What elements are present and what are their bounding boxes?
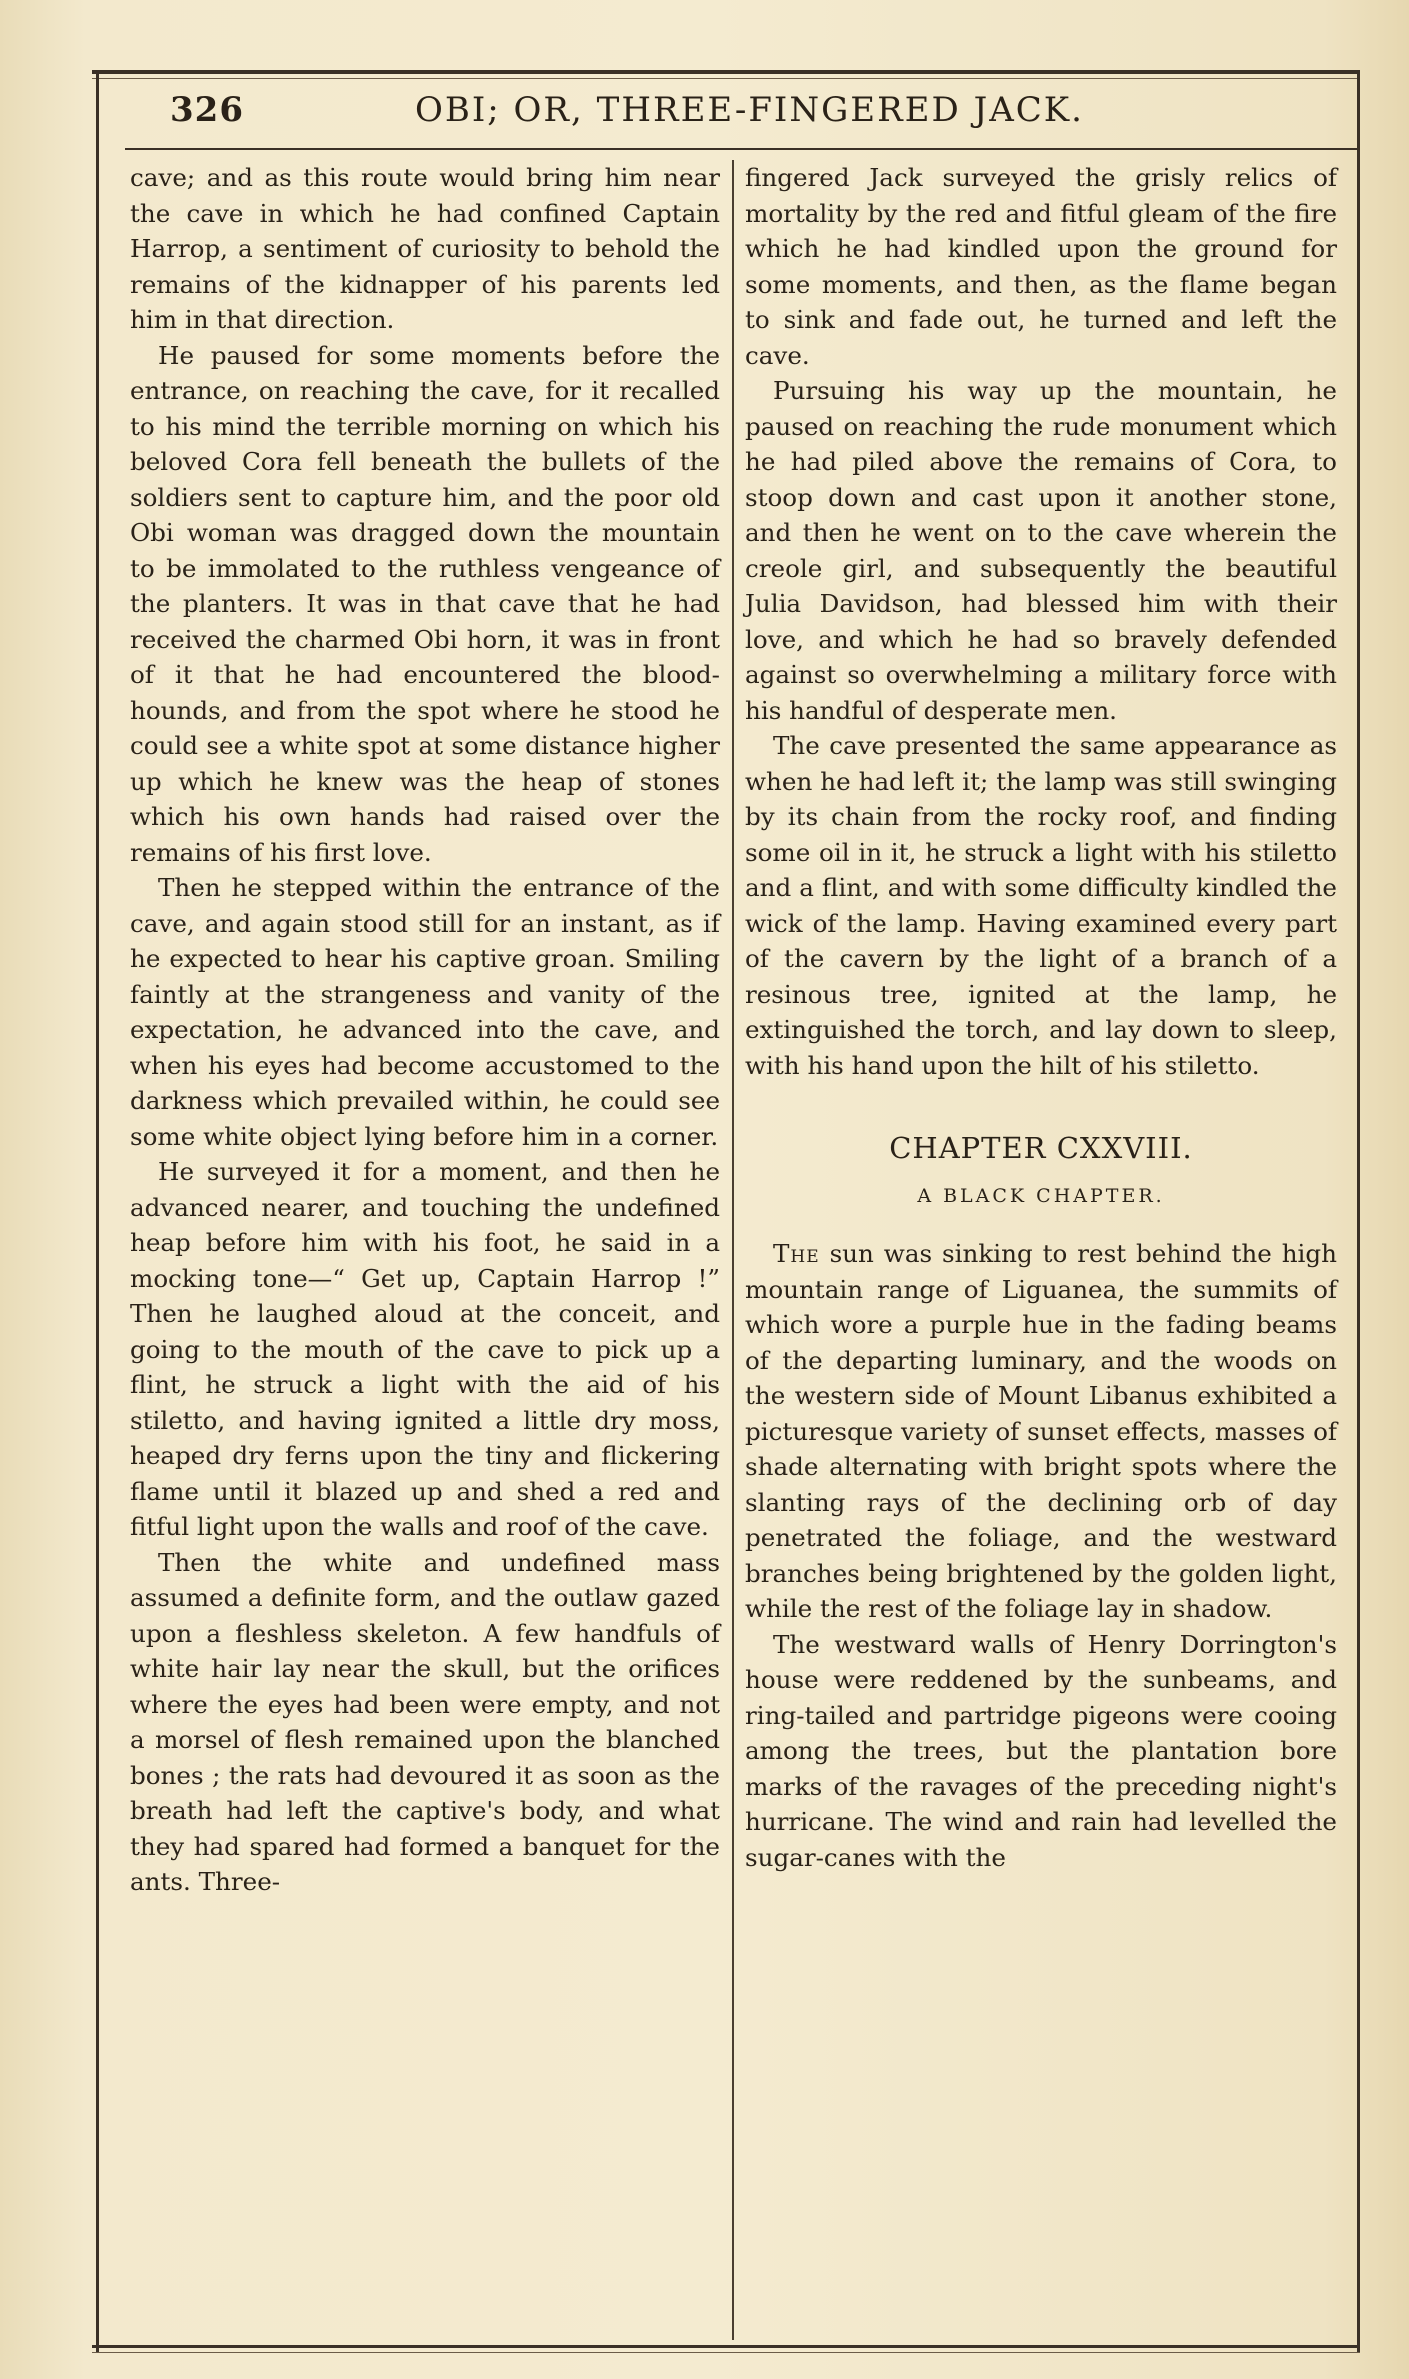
paragraph: He surveyed it for a moment, and then he advanced nearer, and touching the undefined heap before him with his foot, he said in a mocking tone—“ Get up, Captain Harrop !” Then he laughed aloud at the conceit, and going to the mouth of the cave to pick up a flint, he struck a light with the aid of his stiletto, and having ignited a little dry moss, heaped dry ferns upon the tiny and flickering flame until it blazed up and shed a red and fitful light upon the walls and roof of the cave.	[130, 1157, 720, 1541]
chapter-opening-paragraph	[745, 1236, 1337, 1627]
paragraph: Then the white and undefined mass assumed a definite form, and the outlaw gazed upon a fleshless skeleton. A few handfuls of white hair lay near the skull, but the orifices where the eyes had been were empty, and not a morsel of flesh remained upon the blanched bones ; the rats had devoured it as soon as the breath had left the captive's body, and what they had spared had formed a banquet for the ants. Three-	[130, 1547, 720, 1896]
chapter-subtitle: A BLACK CHAPTER.	[917, 1184, 1165, 1207]
paragraph: Then he stepped within the entrance of the cave, and again stood still for an instant, as if he expected to hear his captive groan. Smiling faintly at the strangeness and vanity of the expectation, he advanced into the cave, and when his eyes had become accustomed to the darkness which prevailed within, he could see some white object lying before him in a corner.	[130, 873, 720, 1151]
left-border-rule	[96, 72, 99, 2352]
footer-rule-thin	[92, 2352, 1360, 2353]
running-title: OBI; OR, THREE-FINGERED JACK.	[415, 90, 1084, 130]
paragraph: The cave presented the same appearance as when he had left it; the lamp was still swinging by its chain from the rocky roof, and finding some oil in it, he struck a light with his stiletto and a flint, and with some difficulty kindled the wick of the lamp. Having examined every part of the cavern by the light of a branch of a resinous tree, ignited at the lamp, he extinguished the torch, and lay down to sleep, with his hand upon the hilt of his stiletto.	[745, 731, 1337, 1080]
paragraph: He paused for some moments before the entrance, on reaching the cave, for it recalled to his mind the terrible morning on which his beloved Cora fell beneath the bullets of the soldiers sent to capture him, and the poor old Obi woman was dragged down the mountain to be immolated to the ruthless vengeance of the planters. It was in that cave that he had received the charmed Obi horn, it was in front of it that he had encountered the blood-hounds, and from the spot where he stood he could see a white spot at some distance higher up which he knew was the heap of stones which his own hands had raised over the remains of his first love.	[130, 340, 720, 867]
header-top-rule-thin	[92, 78, 1360, 79]
header-top-rule	[92, 70, 1360, 74]
right-border-rule	[1357, 72, 1360, 2352]
chapter-title: CHAPTER CXXVIII.	[889, 1131, 1193, 1165]
paragraph: Pursuing his way up the mountain, he paused on reaching the rude monument which he had piled above the remains of Cora, to stoop down and cast upon it another stone, and then he went on to the cave wherein the creole girl, and subsequently the beautiful Julia Davidson, had blessed him with their love, and which he had so bravely defended against so overwhelming a military force with his handful of desperate men.	[745, 376, 1337, 725]
paragraph: cave; and as this route would bring him near the cave in which he had confined Captain Harrop, a sentiment of curiosity to behold the remains of the kidnapper of his parents led him in that direction.	[130, 163, 720, 334]
paragraph: The westward walls of Henry Dorrington's house were reddened by the sunbeams, and ring-tailed and partridge pigeons were cooing among the trees, but the plantation bore marks of the ravages of the preceding night's hurricane. The wind and rain had levelled the sugar-canes with the	[745, 1629, 1337, 1872]
column-divider	[732, 160, 734, 2340]
header-bottom-rule	[125, 148, 1357, 150]
footer-rule	[92, 2345, 1360, 2348]
paragraph: fingered Jack surveyed the grisly relics of mortality by the red and fitful gleam of the fire which he had kindled upon the ground for some moments, and then, as the flame began to sink and fade out, he turned and left the cave.	[745, 163, 1337, 370]
page-number: 326	[170, 90, 244, 130]
page-header	[125, 90, 1355, 146]
left-column	[130, 160, 720, 1900]
paragraph-text: sun was sinking to rest behind the high mountain range of Liguanea, the summits of which wore a purple hue in the fading beams of the departing luminary, and the woods on the western side of Mount Libanus exhibited a picturesque variety of sunset effects, masses of shade alternating with bright spots where the slanting rays of the declining orb of day penetrated the foliage, and the westward branches being brightened by the golden light, while the rest of the foliage lay in shadow.	[745, 1239, 1337, 1623]
lead-word: The	[773, 1239, 820, 1268]
right-column	[745, 160, 1337, 1875]
